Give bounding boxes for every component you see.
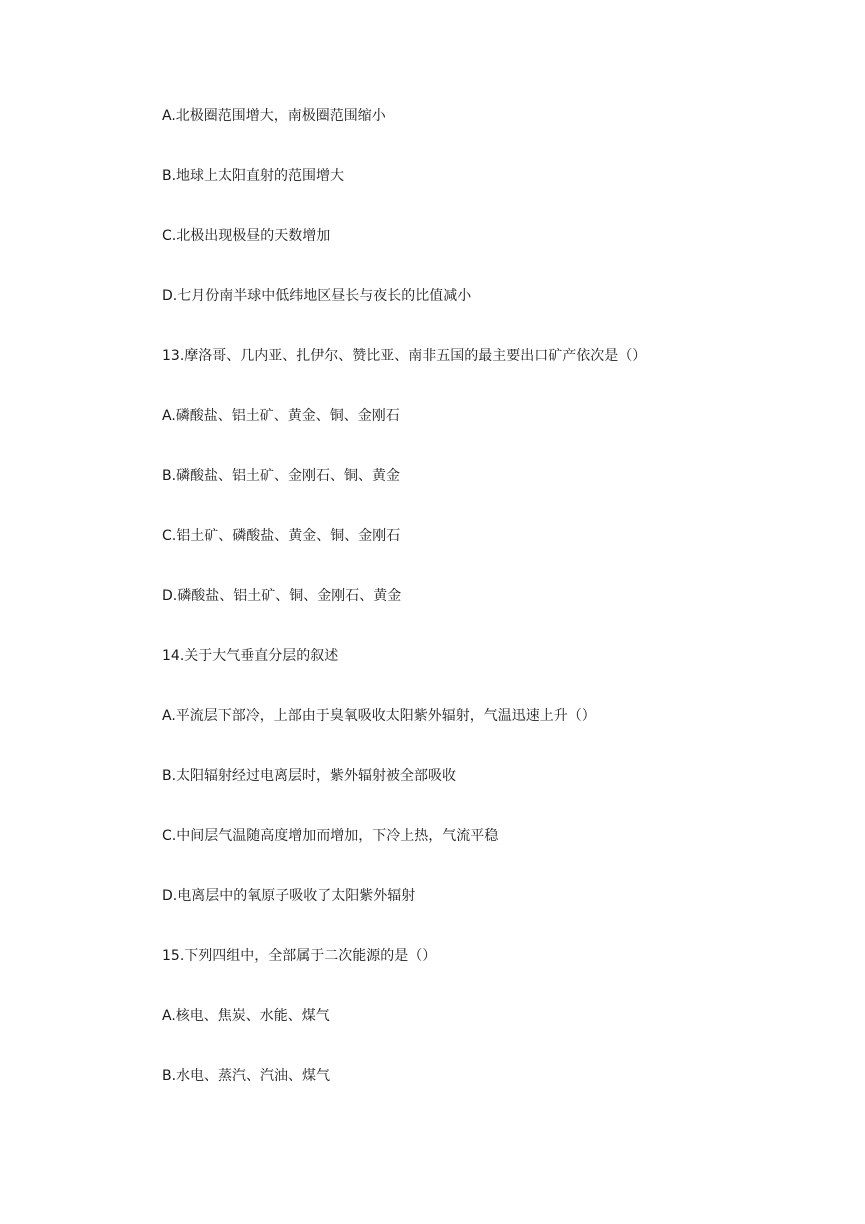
q13-option-b: B.磷酸盐、铝土矿、金刚石、铜、黄金 <box>162 468 401 484</box>
q12-option-a: A.北极圈范围增大，南极圈范围缩小 <box>162 108 386 124</box>
q15-option-a: A.核电、焦炭、水能、煤气 <box>162 1008 330 1024</box>
q14-option-d: D.电离层中的氧原子吸收了太阳紫外辐射 <box>162 888 416 904</box>
q14-option-c: C.中间层气温随高度增加而增加，下冷上热，气流平稳 <box>162 828 499 844</box>
q13-option-c: C.铝土矿、磷酸盐、黄金、铜、金刚石 <box>162 528 401 544</box>
q13-option-a: A.磷酸盐、铝土矿、黄金、铜、金刚石 <box>162 408 400 424</box>
q15-option-b: B.水电、蒸汽、汽油、煤气 <box>162 1068 331 1084</box>
q13-option-d: D.磷酸盐、铝土矿、铜、金刚石、黄金 <box>162 588 402 604</box>
q12-option-c: C.北极出现极昼的天数增加 <box>162 228 331 244</box>
q14-option-a: A.平流层下部冷，上部由于臭氧吸收太阳紫外辐射，气温迅速上升（） <box>162 708 596 724</box>
q12-option-d: D.七月份南半球中低纬地区昼长与夜长的比值减小 <box>162 288 472 304</box>
question-15: 15.下列四组中，全部属于二次能源的是（） <box>162 948 437 964</box>
q14-option-b: B.太阳辐射经过电离层时，紫外辐射被全部吸收 <box>162 768 457 784</box>
q12-option-b: B.地球上太阳直射的范围增大 <box>162 168 345 184</box>
question-13: 13.摩洛哥、几内亚、扎伊尔、赞比亚、南非五国的最主要出口矿产依次是（） <box>162 348 647 364</box>
question-14: 14.关于大气垂直分层的叙述 <box>162 648 339 664</box>
